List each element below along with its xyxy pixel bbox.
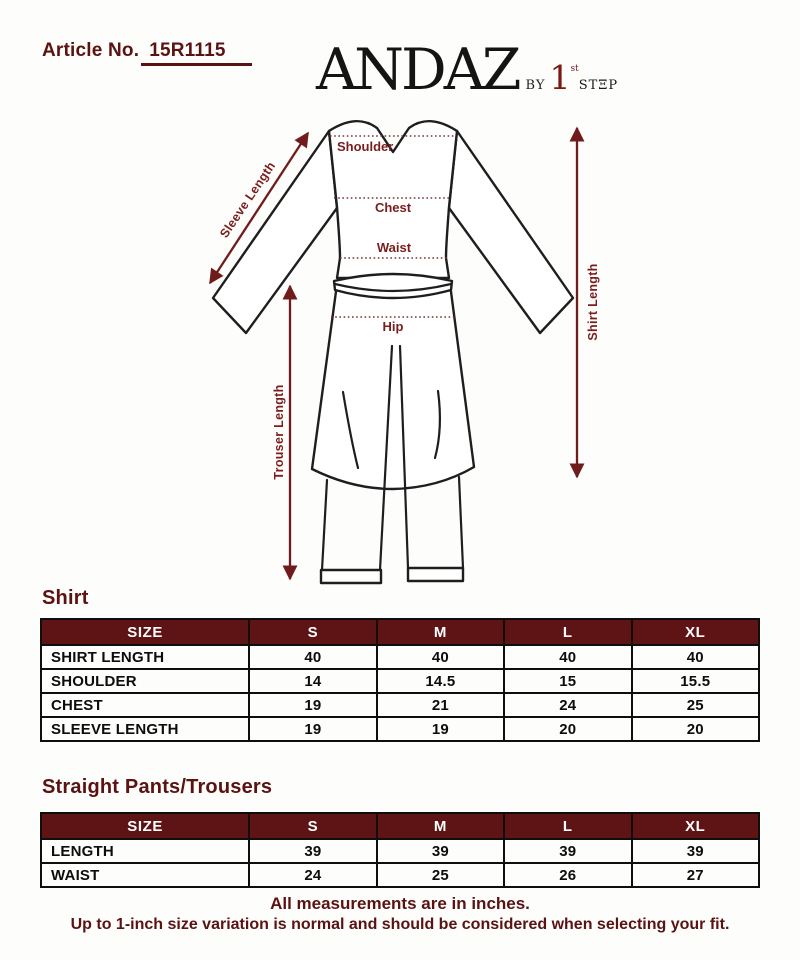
column-header-l: L [504, 813, 631, 839]
value-cell: 40 [377, 645, 504, 669]
value-cell: 25 [632, 693, 759, 717]
shirt-length-label: Shirt Length [586, 263, 600, 341]
sleeve-length-label: Sleeve Length [217, 159, 279, 241]
brand-one-text: 1 [549, 58, 571, 97]
kurta-skirt-outline [312, 284, 474, 489]
column-header-s: S [249, 619, 376, 645]
column-header-l: L [504, 619, 631, 645]
column-header-size: SIZE [41, 619, 249, 645]
column-header-m: M [377, 619, 504, 645]
article-number-line [42, 40, 252, 66]
value-cell: 20 [632, 717, 759, 741]
column-header-m: M [377, 813, 504, 839]
table-row [41, 669, 759, 693]
value-cell: 14.5 [377, 669, 504, 693]
value-cell: 40 [249, 645, 376, 669]
value-cell: 19 [249, 717, 376, 741]
article-number-value: 15R1115 [141, 40, 251, 66]
column-header-size: SIZE [41, 813, 249, 839]
table-row [41, 839, 759, 863]
waist-label: Waist [376, 240, 412, 255]
trousers-section-title: Straight Pants/Trousers [42, 776, 273, 798]
article-label: Article No. [42, 40, 140, 61]
value-cell: 24 [249, 863, 376, 887]
table-row [41, 863, 759, 887]
value-cell: 40 [632, 645, 759, 669]
value-cell: 19 [377, 717, 504, 741]
trouser-length-label: Trouser Length [272, 384, 286, 480]
waistband-outline [334, 274, 452, 298]
value-cell: 21 [377, 693, 504, 717]
measure-label-cell: CHEST [41, 693, 249, 717]
brand-logo [316, 37, 619, 103]
value-cell: 25 [377, 863, 504, 887]
table-row [41, 645, 759, 669]
value-cell: 14 [249, 669, 376, 693]
measure-label-cell: SHIRT LENGTH [41, 645, 249, 669]
measure-label-cell: WAIST [41, 863, 249, 887]
value-cell: 24 [504, 693, 631, 717]
brand-byline [526, 58, 619, 97]
right-sleeve-outline [449, 131, 573, 333]
brand-by-text: BY [525, 78, 546, 93]
value-cell: 27 [632, 863, 759, 887]
value-cell: 26 [504, 863, 631, 887]
value-cell: 40 [504, 645, 631, 669]
brand-step-text: STΞP [578, 78, 619, 93]
trousers-table-header-row [41, 813, 759, 839]
value-cell: 39 [249, 839, 376, 863]
note-variation: Up to 1-inch size variation is normal and should be considered when selecting your fit. [70, 916, 730, 933]
note-units: All measurements are in inches. [270, 894, 530, 913]
measure-label-cell: SLEEVE LENGTH [41, 717, 249, 741]
trouser-left-outer-edge [322, 480, 327, 570]
column-header-s: S [249, 813, 376, 839]
value-cell: 15 [504, 669, 631, 693]
brand-name: ANDAZ [316, 37, 519, 103]
measure-label-cell: SHOULDER [41, 669, 249, 693]
table-row [41, 717, 759, 741]
value-cell: 39 [504, 839, 631, 863]
shoulder-label: Shoulder [337, 139, 394, 154]
measurement-notes [0, 893, 800, 935]
trouser-right-outer-edge [459, 477, 463, 568]
brand-st-superscript: st [570, 64, 579, 74]
trouser-left-cuff [321, 570, 381, 583]
hip-label: Hip [382, 319, 404, 334]
shirt-section-title: Shirt [42, 587, 89, 609]
trouser-right-cuff [408, 568, 463, 581]
value-cell: 39 [377, 839, 504, 863]
column-header-xl: XL [632, 813, 759, 839]
value-cell: 15.5 [632, 669, 759, 693]
chest-label: Chest [374, 200, 412, 215]
trousers-size-table [40, 812, 760, 888]
value-cell: 19 [249, 693, 376, 717]
shirt-size-table [40, 618, 760, 742]
measure-label-cell: LENGTH [41, 839, 249, 863]
value-cell: 39 [632, 839, 759, 863]
column-header-xl: XL [632, 619, 759, 645]
value-cell: 20 [504, 717, 631, 741]
shirt-table-header-row [41, 619, 759, 645]
table-row [41, 693, 759, 717]
